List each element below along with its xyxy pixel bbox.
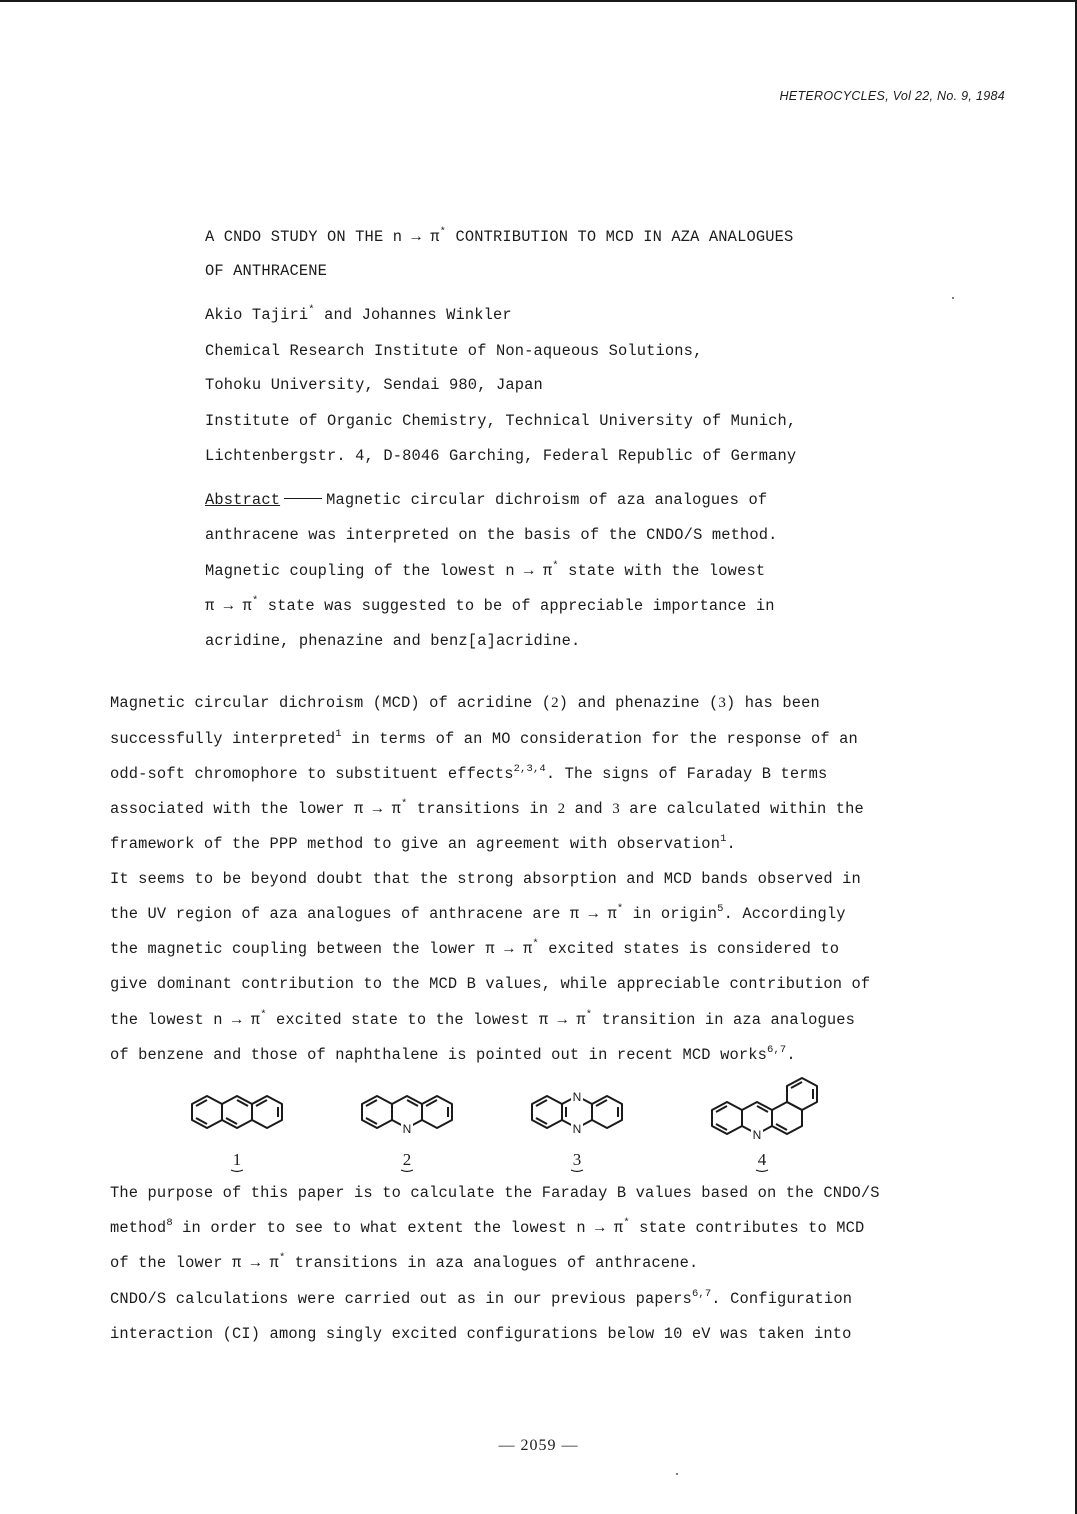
body-line: interaction (CI) among singly excited configurations below 10 eV was taken into xyxy=(110,1325,852,1343)
structure-benzacridine xyxy=(712,1078,817,1134)
abstract-line-3: Magnetic coupling of the lowest n → π* state with the lowest xyxy=(205,560,766,580)
nitrogen-label: N xyxy=(402,1122,412,1136)
structure-label-2: 2 xyxy=(402,1150,412,1169)
body-line: It seems to be beyond doubt that the strong absorption and MCD bands observed in xyxy=(110,870,861,888)
scan-speck xyxy=(676,1473,678,1475)
journal-header: HETEROCYCLES, Vol 22, No. 9, 1984 xyxy=(779,89,1005,103)
nitrogen-label: N xyxy=(572,1090,582,1104)
scan-speck xyxy=(952,297,954,299)
body-line: The purpose of this paper is to calculate the Faraday B values based on the CNDO/S xyxy=(110,1184,880,1202)
body-line: method$^8$ in order to see to what extent the lowest n → π* state contributes to MCD xyxy=(110,1217,865,1237)
body-line: give dominant contribution to the MCD B values, while appreciable contribution of xyxy=(110,975,871,993)
structure-label-1: 1 xyxy=(232,1150,242,1169)
abstract-label: Abstract xyxy=(205,491,281,509)
nitrogen-label: N xyxy=(752,1128,762,1142)
compound-ref: 2 xyxy=(551,695,559,711)
title-line-1: A CNDO STUDY ON THE n → π* CONTRIBUTION TO MCD IN AZA ANALOGUES xyxy=(205,226,794,246)
abstract-line-2: anthracene was interpreted on the basis of the CNDO/S method. xyxy=(205,526,778,544)
body-line: of benzene and those of naphthalene is pointed out in recent MCD works$^{6,7}$. xyxy=(110,1044,796,1064)
compound-ref: 3 xyxy=(718,695,727,711)
compound-ref: 3 xyxy=(612,801,620,817)
body-line: successfully interpreted$^1$ in terms of an MO consideration for the response of an xyxy=(110,728,858,748)
page-number: — 2059 — xyxy=(498,1437,579,1454)
structure-anthracene xyxy=(192,1096,282,1128)
structures-figure xyxy=(0,1064,1077,1179)
body-line: of the lower π → π* transitions in aza analogues of anthracene. xyxy=(110,1252,699,1272)
body-line: odd-soft chromophore to substituent effects$^{2,3,4}$. The signs of Faraday B terms xyxy=(110,763,828,783)
affiliation-line: Institute of Organic Chemistry, Technical University of Munich, xyxy=(205,412,797,430)
authors: Akio Tajiri* and Johannes Winkler xyxy=(205,304,512,324)
title-line-2: OF ANTHRACENE xyxy=(205,262,328,280)
abstract-line-5: acridine, phenazine and benz[a]acridine. xyxy=(205,632,581,650)
abstract-dash xyxy=(284,498,322,499)
affiliation-line: Lichtenbergstr. 4, D-8046 Garching, Federal Republic of Germany xyxy=(205,447,797,465)
body-line: the UV region of aza analogues of anthracene are π → π* in origin$^5$. Accordingly xyxy=(110,903,846,923)
structure-label-4: 4 xyxy=(757,1150,767,1169)
affiliation-line: Chemical Research Institute of Non-aqueous Solutions, xyxy=(205,342,703,360)
abstract-line-1: Abstract Magnetic circular dichroism of aza analogues of xyxy=(205,491,768,509)
body-line: associated with the lower π → π* transitions in 2 and 3 are calculated within the xyxy=(110,798,864,818)
body-line: the lowest n → π* excited state to the lowest π → π* transition in aza analogues xyxy=(110,1009,856,1029)
body-line: CNDO/S calculations were carried out as in our previous papers$^{6,7}$. Configuration xyxy=(110,1288,853,1308)
chemical-structures xyxy=(0,1064,1077,1179)
compound-ref: 2 xyxy=(557,801,566,817)
structure-label-3: 3 xyxy=(572,1150,582,1169)
scan-border-top xyxy=(0,0,1077,2)
body-line: framework of the PPP method to give an agreement with observation$^1$. xyxy=(110,833,736,853)
abstract-line-4: π → π* state was suggested to be of appreciable importance in xyxy=(205,595,775,615)
body-line: Magnetic circular dichroism (MCD) of acridine (2) and phenazine (3) has been xyxy=(110,694,820,712)
nitrogen-label: N xyxy=(572,1122,582,1136)
affiliation-line: Tohoku University, Sendai 980, Japan xyxy=(205,376,543,394)
body-line: the magnetic coupling between the lower π → π* excited states is considered to xyxy=(110,938,840,958)
